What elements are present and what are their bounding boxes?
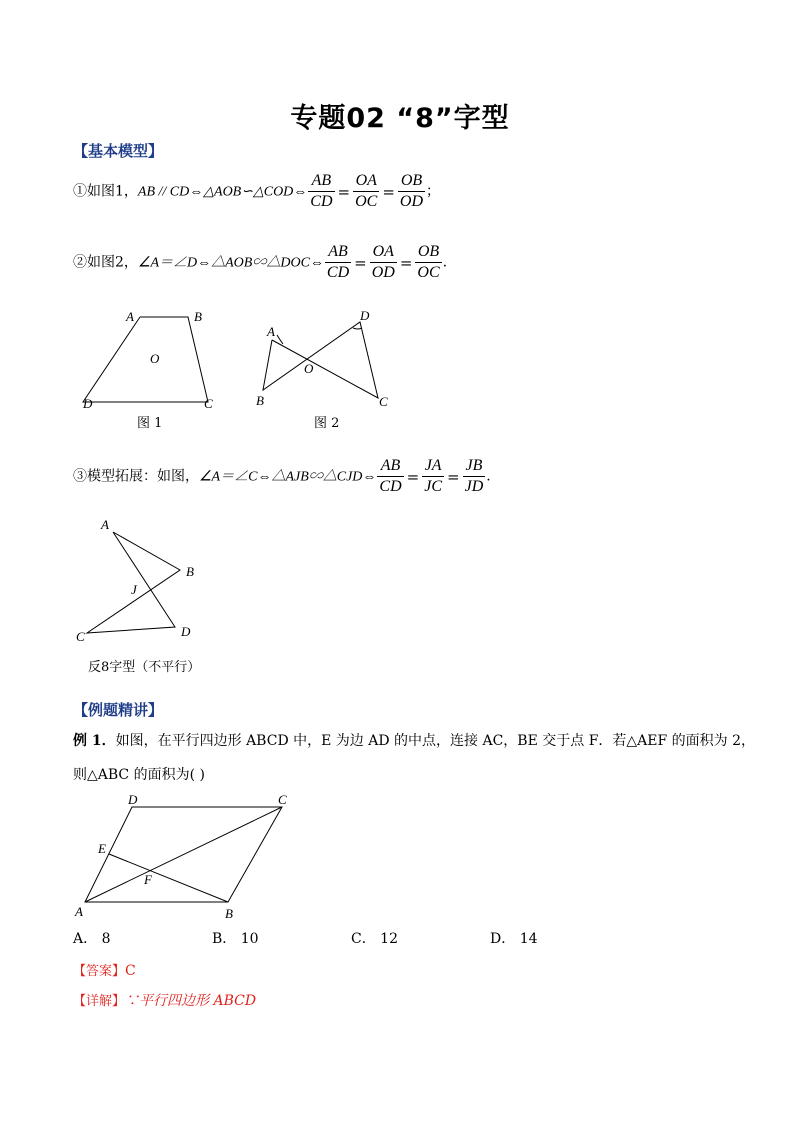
figure-2-angle-a-mark bbox=[277, 335, 283, 344]
model-2-fraction-3: $\frac{OB}{OC}$ bbox=[417, 243, 440, 281]
option-a[interactable]: A． 8 bbox=[73, 931, 111, 947]
figure-3-label-c: C bbox=[76, 629, 85, 644]
option-b[interactable]: B． 10 bbox=[212, 931, 259, 947]
figure-1-lines bbox=[83, 317, 208, 402]
figure-4-diagonal-ac bbox=[85, 807, 282, 902]
example-1-line-1 bbox=[73, 731, 755, 751]
model-2-fraction-1: $\frac{AB}{CD}$ bbox=[326, 243, 350, 281]
model-3-prefix: ③模型拓展：如图， bbox=[73, 468, 199, 485]
figure-3-label-a: A bbox=[101, 517, 109, 532]
model-1-prefix: ①如图1， bbox=[73, 183, 138, 200]
answer-tag: 【答案】 bbox=[73, 964, 126, 979]
figure-2-label-o: O bbox=[304, 361, 314, 376]
model-2-fraction-2: $\frac{OA}{OD}$ bbox=[371, 243, 395, 281]
model-1-fraction-3: $\frac{OB}{OD}$ bbox=[399, 172, 424, 210]
figure-1-label-c: C bbox=[204, 396, 213, 411]
figure-4-label-b: B bbox=[225, 906, 233, 921]
figure-1-label-a: A bbox=[126, 309, 134, 324]
figure-1-diagram bbox=[70, 300, 230, 430]
model-3-statement: ③模型拓展：如图，∠A＝∠C⇔△AJB∽△CJD⇔ $\frac{AB}{CD}$ = $\frac{JA}{JC}$ = $\frac{JB}{JD}$ . bbox=[73, 457, 491, 495]
model-1-statement: ①如图1，AB // CD⇔△AOB∽△COD⇔ $\frac{AB}{CD}$ = $\frac{OA}{OC}$ = $\frac{OB}{OD}$ ； bbox=[73, 172, 441, 210]
answer-value: C bbox=[125, 963, 136, 979]
model-3-fraction-3: $\frac{JB}{JD}$ bbox=[464, 457, 484, 495]
model-3-text: ∠A＝∠C⇔△AJB∽△CJD⇔ bbox=[199, 469, 377, 485]
model-2-prefix: ②如图2， bbox=[73, 254, 138, 271]
figure-4-parallelogram bbox=[70, 790, 300, 925]
figure-4-label-d: D bbox=[128, 792, 138, 807]
figure-4-label-f: F bbox=[144, 872, 152, 887]
detail-tag: 【详解】 bbox=[73, 994, 126, 1009]
option-c[interactable]: C． 12 bbox=[351, 931, 398, 947]
figure-3-label-b: B bbox=[186, 564, 194, 579]
answer-line bbox=[73, 961, 136, 982]
model-3-fraction-2: $\frac{JA}{JC}$ bbox=[424, 457, 443, 495]
figure-1-label-b: B bbox=[194, 309, 202, 324]
figure-2-label-a: A bbox=[267, 324, 275, 339]
figure-3-caption: 反8字型（不平行） bbox=[88, 660, 201, 675]
model-2-statement: ②如图2，∠A＝∠D⇔△AOB∽△DOC⇔ $\frac{AB}{CD}$ = $\frac{OA}{OD}$ = $\frac{OB}{OC}$ . bbox=[73, 243, 448, 281]
figure-2-lines bbox=[263, 322, 378, 398]
example-1-line-2: 则△ABC 的面积为( ) bbox=[73, 767, 205, 783]
example-1-label: 例 1． bbox=[73, 733, 116, 749]
model-3-suffix: . bbox=[486, 468, 491, 485]
example-1-text-1: 如图，在平行四边形 ABCD 中，E 为边 AD 的中点，连接 AC，BE 交于点 F．若△AEF 的面积为 2， bbox=[115, 733, 756, 749]
option-d[interactable]: D． 14 bbox=[490, 931, 538, 947]
figure-2-diagram bbox=[250, 300, 410, 430]
figure-2-label-d: D bbox=[360, 308, 370, 323]
figure-1-caption: 图 1 bbox=[137, 416, 163, 431]
figure-1-label-d: D bbox=[83, 396, 93, 411]
figure-3-label-d: D bbox=[181, 624, 191, 639]
figure-3-label-j: J bbox=[131, 582, 137, 597]
section-heading-examples: 【例题精讲】 bbox=[73, 701, 164, 719]
model-2-text: ∠A＝∠D⇔△AOB∽△DOC⇔ bbox=[137, 255, 324, 271]
model-1-fraction-2: $\frac{OA}{OC}$ bbox=[355, 172, 378, 210]
model-1-suffix: ； bbox=[426, 183, 441, 200]
figure-4-label-c: C bbox=[278, 792, 287, 807]
detail-value: ∵平行四边形 ABCD bbox=[125, 993, 257, 1009]
figure-2-label-b: B bbox=[256, 393, 264, 408]
figure-3-diagram bbox=[70, 515, 220, 655]
figure-2-angle-d-mark bbox=[353, 328, 362, 329]
model-3-fraction-1: $\frac{AB}{CD}$ bbox=[379, 457, 402, 495]
figure-4-label-a: A bbox=[75, 904, 83, 919]
figure-1-label-o: O bbox=[150, 351, 160, 366]
figure-2-caption: 图 2 bbox=[314, 416, 340, 431]
model-1-text: AB // CD⇔△AOB∽△COD⇔ bbox=[137, 184, 308, 200]
model-2-suffix: . bbox=[442, 254, 448, 271]
section-heading-basic-model: 【基本模型】 bbox=[73, 142, 164, 160]
model-1-fraction-1: $\frac{AB}{CD}$ bbox=[310, 172, 333, 210]
figure-2-label-c: C bbox=[379, 394, 388, 409]
page-title: 专题02 “8”字型 bbox=[290, 103, 510, 134]
detail-line bbox=[73, 991, 256, 1012]
figure-4-label-e: E bbox=[98, 841, 106, 856]
